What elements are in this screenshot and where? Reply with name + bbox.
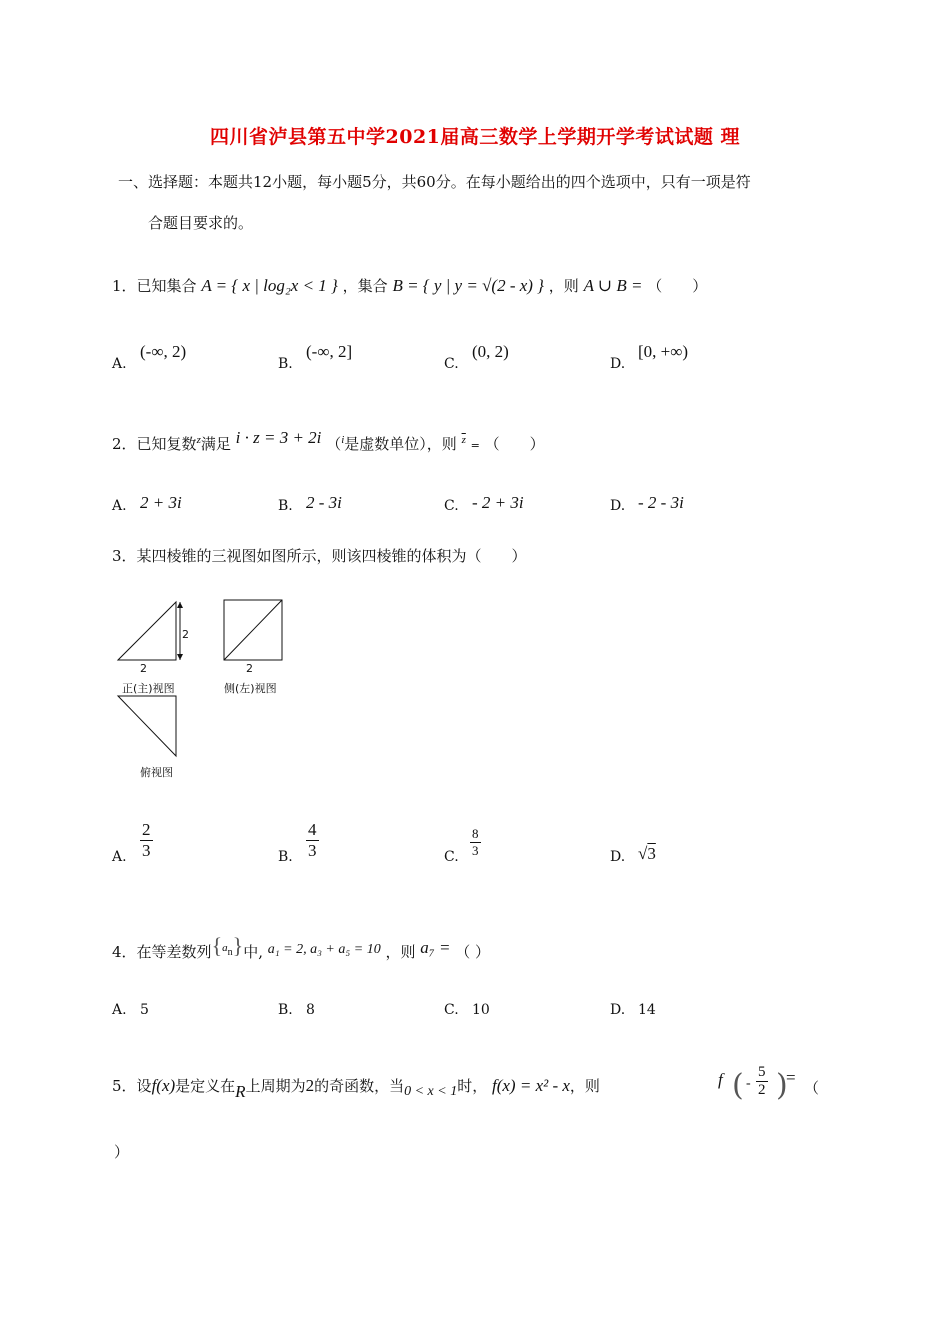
seq-subscript: n (227, 947, 233, 958)
fx-symbol: f(x) (151, 1076, 176, 1095)
option-c-label: C. (444, 849, 459, 865)
option-d-label: D. (610, 356, 626, 372)
option-a-label: A. (112, 849, 127, 865)
numerator: 8 (472, 826, 479, 841)
condition: a₁ = 2, a₃ + a₅ = 10 (267, 942, 381, 957)
option-d-label: D. (610, 498, 626, 514)
question-text: 已知复数 (136, 435, 197, 453)
question-text: 设 (136, 1077, 152, 1095)
question-text: 满足 (200, 435, 231, 453)
question-number: 2． (112, 435, 137, 453)
denominator: 3 (142, 841, 151, 860)
option-d-value: - 2 - 3i (638, 493, 684, 512)
a7-expression: a₇ = (420, 938, 451, 957)
page-title: 四川省泸县第五中学2021届高三数学上学期开学考试试题 理 (210, 126, 740, 148)
option-d-label: D. (610, 1002, 626, 1018)
option-b-fraction (306, 820, 319, 861)
option-a-label: A. (112, 1002, 127, 1018)
option-c-value: 10 (472, 1002, 490, 1018)
f-symbol: f (718, 1070, 723, 1089)
section-heading-line2: 合题目要求的。 (148, 214, 254, 232)
question-number: 4． (112, 943, 137, 961)
union-expression: A ∪ B = (583, 276, 643, 295)
f-of-minus-five-halves (716, 1064, 836, 1108)
top-view-caption: 俯视图 (140, 766, 173, 779)
q4-options (112, 1000, 832, 1024)
option-b-label: B. (278, 849, 293, 865)
radicand: 3 (647, 844, 656, 863)
option-c-label: C. (444, 498, 459, 514)
equals-sign: = (786, 1068, 796, 1087)
option-c-label: C. (444, 356, 459, 372)
period-value: 2 (305, 1076, 315, 1095)
option-a-value: 5 (140, 1002, 149, 1018)
answer-paren: （ ） (647, 277, 708, 295)
option-c-label: C. (444, 1002, 459, 1018)
question-text: 某四棱锥的三视图如图所示，则该四棱锥的体积为（ ） (136, 547, 527, 565)
question-number: 5． (112, 1077, 137, 1095)
q1-options (112, 340, 832, 370)
front-width-label: 2 (140, 662, 147, 675)
minus-sign: - (746, 1076, 751, 1091)
option-d-value: √3 (638, 844, 656, 863)
option-b-value: 2 - 3i (306, 493, 342, 512)
side-view-caption: 侧(左)视图 (224, 682, 277, 695)
q2-options (112, 490, 832, 520)
q3-options (112, 820, 832, 870)
denominator: 3 (308, 841, 317, 860)
answer-paren-open: （ (804, 1079, 820, 1097)
question-1 (112, 276, 707, 296)
top-view (118, 696, 176, 756)
front-height-label: 2 (182, 628, 189, 641)
option-b-value: (-∞, 2] (306, 342, 353, 361)
option-b-label: B. (278, 498, 293, 514)
option-d-value: 14 (638, 1002, 656, 1018)
side-view (224, 600, 282, 660)
option-a-value: (-∞, 2) (140, 342, 187, 361)
sequence-symbol (211, 933, 244, 958)
right-paren: ) (776, 1068, 788, 1103)
question-text: ，则 (385, 943, 416, 961)
front-view-caption: 正(主)视图 (122, 682, 175, 695)
option-c-value: (0, 2) (472, 342, 509, 361)
set-b-expression: B = { y | y = √(2 - x) } (392, 276, 544, 295)
numerator: 2 (142, 820, 151, 839)
option-c-fraction (470, 826, 481, 859)
left-paren: ( (732, 1068, 744, 1103)
option-b-label: B. (278, 356, 293, 372)
equation: i · z = 3 + 2i (235, 428, 322, 447)
question-5 (112, 1076, 600, 1102)
option-b-value: 8 (306, 1002, 315, 1018)
option-b-label: B. (278, 1002, 293, 1018)
question-text: 的奇函数，当 (314, 1077, 405, 1095)
equals-sign: = (470, 439, 480, 452)
option-a-value: 2 + 3i (140, 493, 182, 512)
answer-paren: （ ） (455, 943, 490, 961)
range-expression: 0 < x < 1 (404, 1084, 458, 1099)
option-a-fraction (140, 820, 153, 861)
set-a-expression: A = { x | log₂x < 1 } (201, 276, 338, 295)
denominator: 2 (758, 1082, 766, 1098)
question-text: ，则 (548, 277, 579, 295)
question-text: ，则 (569, 1077, 600, 1095)
question-text: （ (326, 435, 342, 453)
seq-letter: a (222, 942, 228, 954)
question-text: 时， (457, 1077, 488, 1095)
numerator: 5 (758, 1064, 766, 1080)
option-d-value: [0, +∞) (638, 342, 689, 361)
z-conjugate: z (461, 434, 466, 446)
question-number: 1． (112, 277, 137, 295)
question-2 (112, 428, 545, 456)
option-c-value: - 2 + 3i (472, 493, 524, 512)
question-text: 是定义在 (175, 1077, 236, 1095)
question-4 (112, 933, 490, 963)
section-heading-line1: 一、选择题：本题共12小题，每小题5分，共60分。在每小题给出的四个选项中，只有一项是符 (118, 173, 751, 191)
numerator: 4 (308, 820, 317, 839)
question-text: 已知集合 (136, 277, 197, 295)
question-text: 上周期为 (245, 1077, 306, 1095)
r-symbol: R (235, 1082, 246, 1101)
function-definition: f(x) = x² - x (492, 1076, 570, 1095)
question-number: 3． (112, 547, 137, 565)
i-symbol: i (341, 434, 345, 446)
question-text: ，集合 (342, 277, 388, 295)
question-text: 中, (243, 943, 263, 961)
answer-paren: （ ） (484, 435, 545, 453)
option-d-label: D. (610, 849, 626, 865)
fraction (756, 1064, 768, 1099)
question-text: 在等差数列 (136, 943, 212, 961)
question-3 (112, 546, 527, 566)
question-text: 是虚数单位），则 (344, 435, 457, 453)
option-a-label: A. (112, 498, 127, 514)
brace: { (211, 933, 223, 958)
front-view (118, 602, 183, 660)
answer-paren-close: ） (114, 1143, 130, 1161)
brace: } (232, 933, 244, 958)
option-a-label: A. (112, 356, 127, 372)
denominator: 3 (472, 843, 479, 858)
side-width-label: 2 (246, 662, 253, 675)
z-symbol: z (196, 434, 201, 446)
